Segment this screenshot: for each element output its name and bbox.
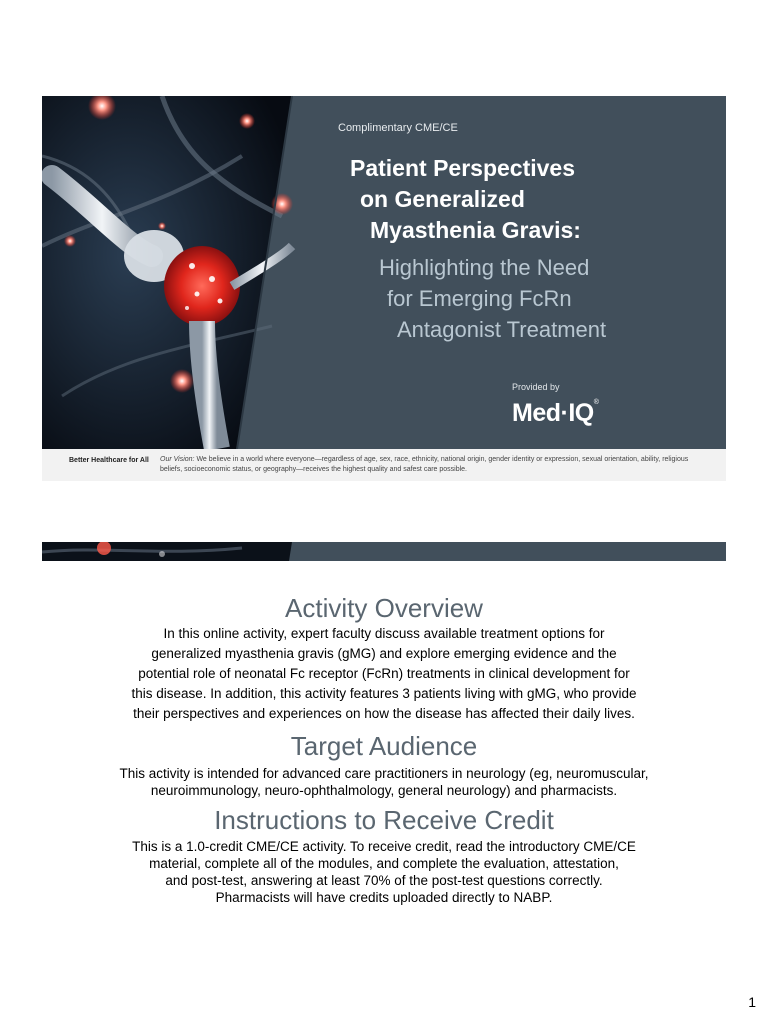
overview-line-2: generalized myasthenia gravis (gMG) and explore emerging evidence and the (151, 646, 617, 661)
slide-2-header-strip (42, 542, 726, 561)
instructions-line-3: and post-test, answering at least 70% of the post-test questions correctly. (165, 873, 603, 888)
instructions-body (60, 838, 708, 906)
overview-line-1: In this online activity, expert faculty discuss available treatment options for (163, 626, 605, 641)
instructions-line-1: This is a 1.0-credit CME/CE activity. To receive credit, read the introductory CME/CE (132, 839, 636, 854)
page-number: 1 (748, 994, 756, 1010)
footer-vision (160, 455, 700, 474)
logo-text: Med·IQ (512, 399, 594, 427)
audience-line-1: This activity is intended for advanced care practitioners in neurology (eg, neuromuscular, (119, 766, 649, 781)
subtitle-line-2: for Emerging FcRn (387, 286, 572, 311)
instructions-line-4: Pharmacists will have credits uploaded directly to NABP. (215, 890, 553, 905)
overview-line-4: this disease. In addition, this activity features 3 patients living with gMG, who provide (131, 686, 637, 701)
heading-target-audience: Target Audience (290, 731, 478, 761)
overview-line-3: potential role of neonatal Fc receptor (FcRn) treatments in clinical development for (138, 666, 630, 681)
overview-line-5: their perspectives and experiences on how the disease has affected their daily lives. (133, 706, 635, 721)
activity-overview-body (60, 624, 708, 724)
title-line-1: Patient Perspectives (350, 155, 576, 181)
target-audience-body (60, 765, 708, 799)
footer-tagline: Better Healthcare for All (69, 457, 149, 464)
neuron-strip-art (42, 542, 726, 561)
audience-line-2: neuroimmunology, neuro-ophthalmology, general neurology) and pharmacists. (150, 783, 618, 798)
vision-label: Our Vision: (160, 456, 195, 463)
subtitle-line-3: Antagonist Treatment (397, 317, 607, 342)
title-panel (42, 96, 726, 449)
subtitle-line-1: Highlighting the Need (379, 255, 590, 280)
registered-mark: ® (593, 399, 599, 406)
med-iq-logo (512, 399, 598, 428)
kicker-label: Complimentary CME/CE (338, 122, 458, 134)
title-line-3: Myasthenia Gravis: (370, 217, 581, 243)
title-line-2: on Generalized (360, 186, 525, 212)
vision-text: We believe in a world where everyone—regardless of age, sex, race, ethnicity, national origin, gender identity or expression, sexual orientation, ability, religious beliefs, socioeconomic status, or geography—receives the highest quality and safest care possible. (160, 456, 689, 473)
heading-instructions-credit: Instructions to Receive Credit (214, 805, 554, 835)
slide-1 (42, 96, 726, 481)
slide-footer (42, 449, 726, 481)
provided-by-label: Provided by (512, 382, 560, 392)
instructions-line-2: material, complete all of the modules, and complete the evaluation, attestation, (149, 856, 619, 871)
heading-activity-overview: Activity Overview (285, 593, 483, 623)
